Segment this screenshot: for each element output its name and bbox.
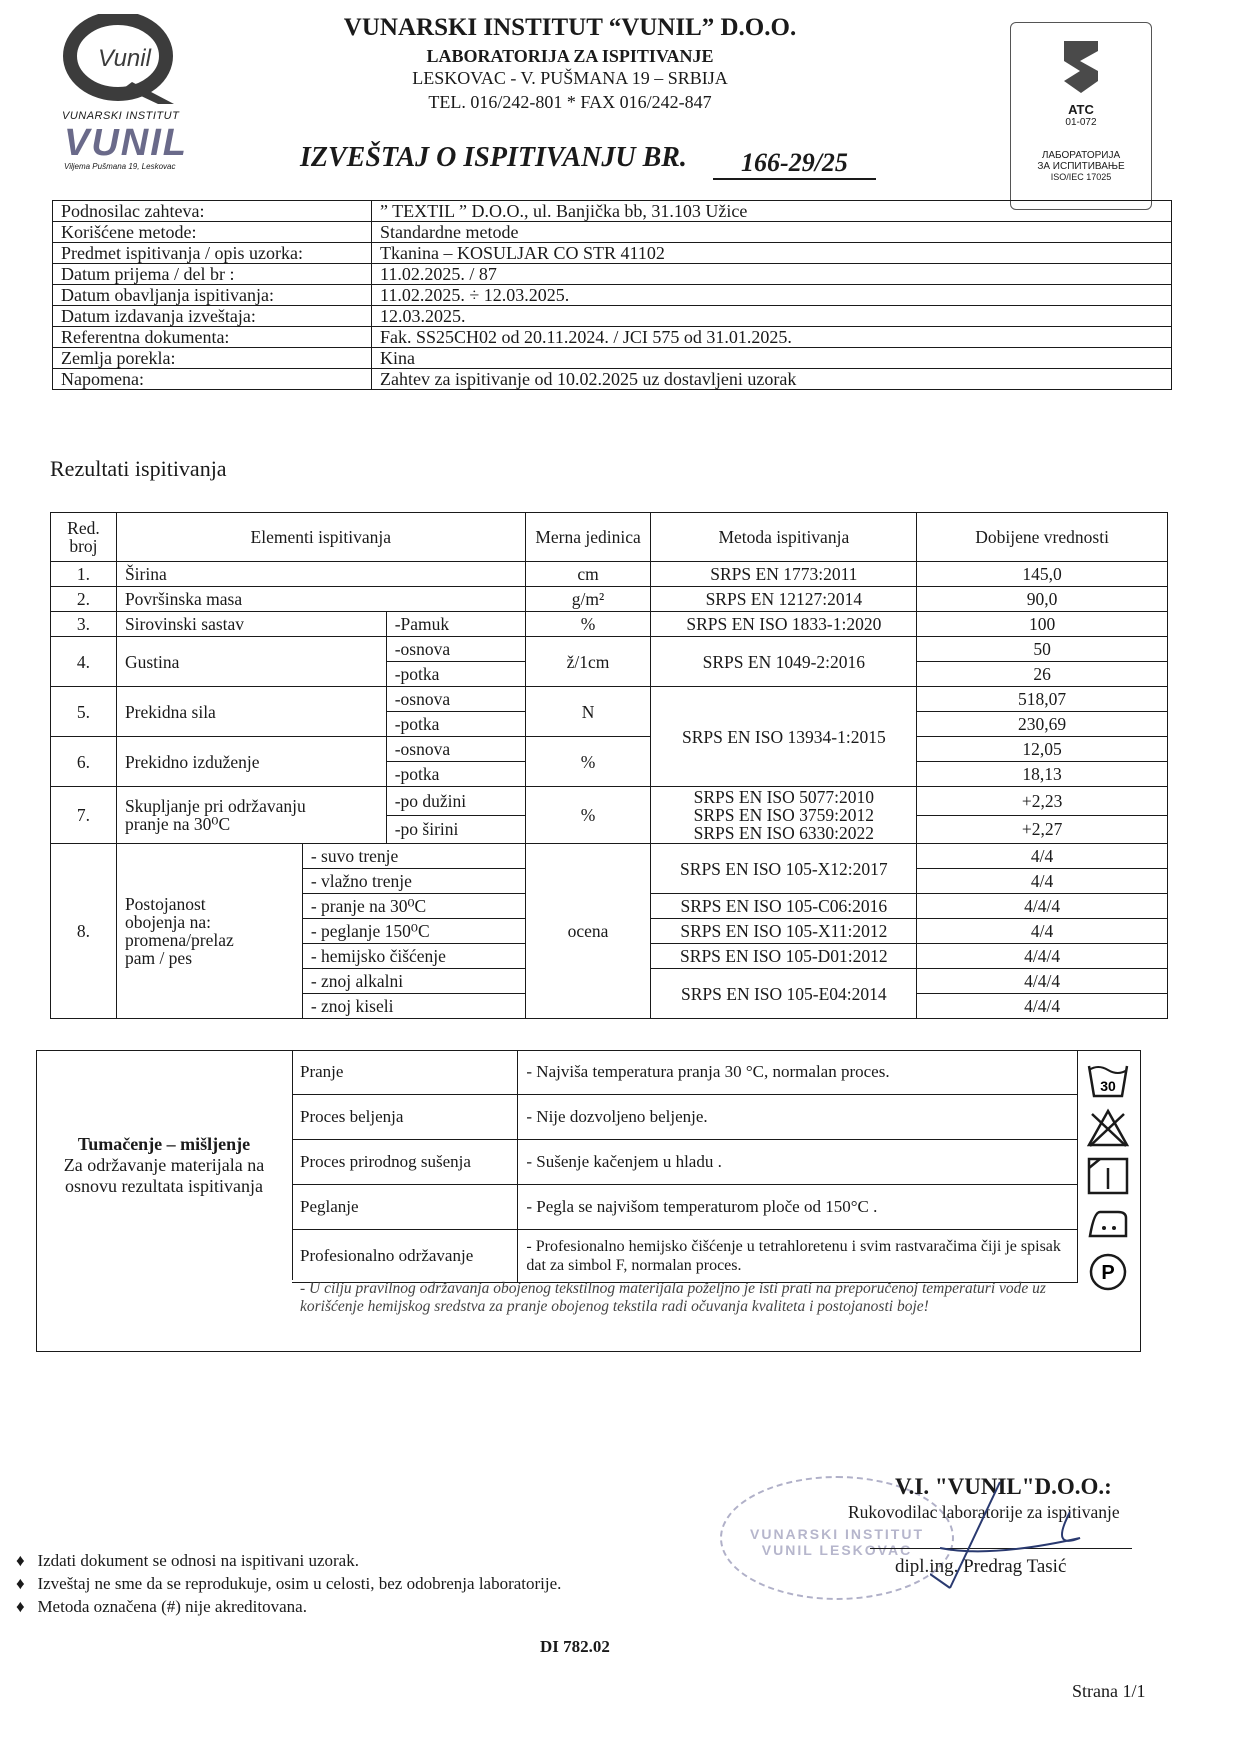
info-value: 12.03.2025. bbox=[372, 306, 1172, 327]
care-instructions-table bbox=[292, 1050, 1078, 1283]
sub-element: - suvo trenje bbox=[302, 844, 525, 869]
method-cell: SRPS EN ISO 13934-1:2015 bbox=[651, 687, 917, 787]
sub-element: -osnova bbox=[386, 737, 525, 762]
wash-30-icon bbox=[1086, 1060, 1130, 1100]
value-cell: 4/4 bbox=[917, 869, 1168, 894]
info-value: Kina bbox=[372, 348, 1172, 369]
info-label: Podnosilac zahteva: bbox=[53, 201, 372, 222]
signature-role: Rukovodilac laboratorije za ispitivanje bbox=[848, 1502, 1120, 1522]
header-unit: Merna jedinica bbox=[525, 513, 651, 562]
unit-cell: % bbox=[525, 612, 651, 637]
institute-logo bbox=[62, 14, 182, 106]
unit-cell: g/m² bbox=[525, 587, 651, 612]
svg-text:30: 30 bbox=[1100, 1078, 1116, 1094]
row-number: 6. bbox=[51, 737, 117, 787]
bullet-icon: ♦ bbox=[16, 1551, 25, 1570]
logo-subtitle: VUNARSKI INSTITUT bbox=[62, 110, 180, 122]
info-label: Zemlja porekla: bbox=[53, 348, 372, 369]
value-cell: 4/4/4 bbox=[917, 969, 1168, 994]
header-value: Dobijene vrednosti bbox=[917, 513, 1168, 562]
info-row bbox=[53, 327, 1172, 348]
sub-element: -osnova bbox=[386, 687, 525, 712]
element-label-line: obojenja na: bbox=[124, 912, 211, 932]
method-line: SRPS EN ISO 5077:2010 bbox=[693, 787, 875, 807]
care-text: - Profesionalno hemijsko čišćenje u tetrahloretenu i svim rastvaračima čiji je spisak dat za simbol F, normalan proces. bbox=[518, 1230, 1078, 1283]
value-cell: 26 bbox=[917, 662, 1168, 687]
care-label: Proces beljenja bbox=[292, 1095, 518, 1140]
method-cell: SRPS EN ISO 105-C06:2016 bbox=[651, 894, 917, 919]
unit-cell: ocena bbox=[525, 844, 651, 1019]
care-row bbox=[292, 1050, 1078, 1095]
header-element: Elementi ispitivanja bbox=[116, 513, 525, 562]
element-label-line: promena/prelaz bbox=[124, 930, 234, 950]
info-row bbox=[53, 222, 1172, 243]
report-title: IZVEŠTAJ O ISPITIVANJU BR. bbox=[300, 142, 687, 173]
table-row bbox=[51, 587, 1168, 612]
table-row bbox=[51, 737, 1168, 762]
signature-name: dipl.ing. Predrag Tasić bbox=[895, 1556, 1067, 1577]
info-row bbox=[53, 348, 1172, 369]
method-cell: SRPS EN ISO 105-X12:2017 bbox=[651, 844, 917, 894]
header-no: Red. broj bbox=[51, 513, 117, 562]
element-label-line: pranje na 30⁰C bbox=[124, 814, 231, 834]
sub-element: - vlažno trenje bbox=[302, 869, 525, 894]
care-label: Peglanje bbox=[292, 1185, 518, 1230]
info-value: Standardne metode bbox=[372, 222, 1172, 243]
sub-element: - peglanje 150⁰C bbox=[302, 919, 525, 944]
table-row bbox=[51, 637, 1168, 662]
footer-note-text: Metoda označena (#) nije akreditovana. bbox=[37, 1597, 307, 1616]
page-number: Strana 1/1 bbox=[1072, 1681, 1146, 1701]
method-cell: SRPS EN ISO 1833-1:2020 bbox=[651, 612, 917, 637]
info-label: Datum prijema / del br : bbox=[53, 264, 372, 285]
sub-element: -po širini bbox=[386, 815, 525, 844]
info-row bbox=[53, 264, 1172, 285]
value-cell: 518,07 bbox=[917, 687, 1168, 712]
method-cell: SRPS EN 1049-2:2016 bbox=[651, 637, 917, 687]
signature-company: V.I. "VUNIL"D.O.O.: bbox=[895, 1474, 1112, 1499]
footer-note bbox=[16, 1574, 561, 1594]
row-number: 5. bbox=[51, 687, 117, 737]
value-cell: 4/4/4 bbox=[917, 994, 1168, 1019]
value-cell: 18,13 bbox=[917, 762, 1168, 787]
info-label: Referentna dokumenta: bbox=[53, 327, 372, 348]
element-label: Sirovinski sastav bbox=[116, 612, 386, 637]
value-cell: +2,23 bbox=[917, 787, 1168, 816]
care-label: Proces prirodnog sušenja bbox=[292, 1140, 518, 1185]
interpretation-heading-cell bbox=[36, 1050, 293, 1280]
row-number: 7. bbox=[51, 787, 117, 844]
table-row bbox=[51, 687, 1168, 712]
sub-element: - znoj kiseli bbox=[302, 994, 525, 1019]
no-bleach-icon bbox=[1086, 1108, 1130, 1148]
interpretation-title: Tumačenje – mišljenje bbox=[77, 1134, 251, 1154]
info-row bbox=[53, 306, 1172, 327]
unit-cell: % bbox=[525, 737, 651, 787]
bullet-icon: ♦ bbox=[16, 1597, 25, 1616]
bullet-icon: ♦ bbox=[16, 1574, 25, 1593]
value-cell: 4/4 bbox=[917, 844, 1168, 869]
value-cell: 145,0 bbox=[917, 562, 1168, 587]
logo-wordmark: VUNIL bbox=[64, 122, 188, 164]
unit-cell: % bbox=[525, 787, 651, 844]
laboratory-contact: TEL. 016/242-801 * FAX 016/242-847 bbox=[428, 92, 712, 112]
info-label: Datum izdavanja izveštaja: bbox=[53, 306, 372, 327]
unit-cell: ž/1cm bbox=[525, 637, 651, 687]
handwritten-signature bbox=[930, 1478, 1090, 1598]
sub-element: -potka bbox=[386, 762, 525, 787]
atc-lab-line2: ЗА ИСПИТИВАЊЕ bbox=[1037, 161, 1125, 172]
value-cell: 4/4/4 bbox=[917, 944, 1168, 969]
sub-element: -potka bbox=[386, 712, 525, 737]
element-label: Gustina bbox=[116, 637, 386, 687]
iron-medium-icon bbox=[1086, 1204, 1130, 1244]
footer-note-text: Izveštaj ne sme da se reprodukuje, osim u celosti, bez odobrenja laboratorije. bbox=[37, 1574, 562, 1593]
info-row bbox=[53, 243, 1172, 264]
sub-element: -po dužini bbox=[386, 787, 525, 816]
table-row bbox=[51, 562, 1168, 587]
sub-element: -Pamuk bbox=[386, 612, 525, 637]
footer-note bbox=[16, 1551, 359, 1571]
results-table bbox=[50, 512, 1168, 1019]
method-line: SRPS EN ISO 6330:2022 bbox=[693, 823, 875, 843]
value-cell: 100 bbox=[917, 612, 1168, 637]
sub-element: -osnova bbox=[386, 637, 525, 662]
row-number: 2. bbox=[51, 587, 117, 612]
footer-note-text: Izdati dokument se odnosi na ispitivani uzorak. bbox=[37, 1551, 359, 1570]
stamp-text: VUNARSKI INSTITUT VUNIL LESKOVAC bbox=[750, 1526, 924, 1558]
method-cell bbox=[651, 787, 917, 844]
value-cell: 90,0 bbox=[917, 587, 1168, 612]
method-cell: SRPS EN ISO 105-D01:2012 bbox=[651, 944, 917, 969]
header-method: Metoda ispitivanja bbox=[651, 513, 917, 562]
element-label-line: pam / pes bbox=[124, 948, 193, 968]
info-label: Napomena: bbox=[53, 369, 372, 390]
care-row bbox=[292, 1185, 1078, 1230]
logo-q-icon bbox=[62, 14, 182, 106]
info-row bbox=[53, 369, 1172, 390]
value-cell: 230,69 bbox=[917, 712, 1168, 737]
results-section-title: Rezultati ispitivanja bbox=[50, 456, 227, 481]
logo-address: Viljema Pušmana 19, Leskovac bbox=[64, 162, 176, 171]
info-value: Fak. SS25CH02 od 20.11.2024. / JCI 575 od 31.01.2025. bbox=[372, 327, 1172, 348]
method-cell: SRPS EN ISO 105-X11:2012 bbox=[651, 919, 917, 944]
interpretation-subtitle: Za održavanje materijala na bbox=[63, 1155, 265, 1175]
care-row bbox=[292, 1230, 1078, 1283]
row-number: 1. bbox=[51, 562, 117, 587]
table-row bbox=[51, 844, 1168, 869]
element-label: Površinska masa bbox=[116, 587, 525, 612]
institute-name: VUNARSKI INSTITUT “VUNIL” D.O.O. bbox=[343, 14, 797, 41]
value-cell: 4/4/4 bbox=[917, 894, 1168, 919]
method-cell: SRPS EN 1773:2011 bbox=[651, 562, 917, 587]
info-row bbox=[53, 201, 1172, 222]
care-row bbox=[292, 1095, 1078, 1140]
accreditation-badge bbox=[1010, 22, 1152, 210]
value-cell: 50 bbox=[917, 637, 1168, 662]
element-label: Prekidno izduženje bbox=[116, 737, 386, 787]
info-value: Zahtev za ispitivanje od 10.02.2025 uz dostavljeni uzorak bbox=[372, 369, 1172, 390]
sub-element: - pranje na 30⁰C bbox=[302, 894, 525, 919]
method-cell: SRPS EN ISO 105-E04:2014 bbox=[651, 969, 917, 1019]
sub-element: -potka bbox=[386, 662, 525, 687]
element-label: Širina bbox=[116, 562, 525, 587]
method-line: SRPS EN ISO 3759:2012 bbox=[693, 805, 875, 825]
method-cell: SRPS EN 12127:2014 bbox=[651, 587, 917, 612]
unit-cell: cm bbox=[525, 562, 651, 587]
care-text: - Sušenje kačenjem u hladu . bbox=[518, 1140, 1078, 1185]
care-text: - Najviša temperatura pranja 30 °C, normalan proces. bbox=[518, 1050, 1078, 1095]
atc-title: ATC bbox=[1068, 102, 1094, 117]
info-row bbox=[53, 285, 1172, 306]
info-label: Korišćene metode: bbox=[53, 222, 372, 243]
info-label: Datum obavljanja ispitivanja: bbox=[53, 285, 372, 306]
value-cell: +2,27 bbox=[917, 815, 1168, 844]
care-text: - Nije dozvoljeno beljenje. bbox=[518, 1095, 1078, 1140]
unit-cell: N bbox=[525, 687, 651, 737]
interpretation-note: - U cilju pravilnog održavanja obojenog tekstilnog materijala poželjno je isti prati na preporučenoj temperaturi vode uz korišćenje hemijskog sredstva za pranje obojenog tekstila radi očuvanja kvaliteta i postojanosti boje! bbox=[300, 1280, 1046, 1315]
request-info-table bbox=[52, 200, 1172, 390]
results-header-row bbox=[51, 513, 1168, 562]
care-symbols bbox=[1086, 1060, 1130, 1300]
care-label: Pranje bbox=[292, 1050, 518, 1095]
info-value: 11.02.2025. / 87 bbox=[372, 264, 1172, 285]
svg-text:Vunil: Vunil bbox=[98, 45, 151, 72]
value-cell: 12,05 bbox=[917, 737, 1168, 762]
table-row bbox=[51, 787, 1168, 816]
report-number: 166-29/25 bbox=[713, 148, 876, 180]
element-label bbox=[116, 844, 302, 1019]
row-number: 4. bbox=[51, 637, 117, 687]
atc-lab-line1: ЛАБОРАТОРИЈА bbox=[1041, 150, 1121, 161]
element-label-line: Postojanost bbox=[124, 894, 206, 914]
laboratory-name: LABORATORIJA ZA ISPITIVANJE bbox=[426, 46, 714, 66]
row-number: 3. bbox=[51, 612, 117, 637]
care-text: - Pegla se najvišom temperaturom ploče od 150°C . bbox=[518, 1185, 1078, 1230]
atc-code: 01-072 bbox=[1065, 117, 1097, 128]
element-label-line: Skupljanje pri održavanju bbox=[124, 796, 306, 816]
line-dry-shade-icon bbox=[1086, 1156, 1130, 1196]
info-label: Predmet ispitivanja / opis uzorka: bbox=[53, 243, 372, 264]
row-number: 8. bbox=[51, 844, 117, 1019]
info-value: ” TEXTIL ” D.O.O., ul. Banjička bb, 31.103 Užice bbox=[372, 201, 1172, 222]
document-code: DI 782.02 bbox=[540, 1637, 610, 1656]
table-row bbox=[51, 612, 1168, 637]
element-label: Prekidna sila bbox=[116, 687, 386, 737]
accreditation-logo-icon bbox=[1056, 37, 1106, 97]
sub-element: - hemijsko čišćenje bbox=[302, 944, 525, 969]
interpretation-subtitle: osnovu rezultata ispitivanja bbox=[65, 1176, 263, 1196]
atc-iso: ISO/IEC 17025 bbox=[1050, 172, 1112, 182]
laboratory-address: LESKOVAC - V. PUŠMANA 19 – SRBIJA bbox=[412, 68, 728, 88]
value-cell: 4/4 bbox=[917, 919, 1168, 944]
sub-element: - znoj alkalni bbox=[302, 969, 525, 994]
footer-note bbox=[16, 1597, 307, 1617]
care-row bbox=[292, 1140, 1078, 1185]
svg-text:P: P bbox=[1101, 1262, 1115, 1284]
care-label: Profesionalno održavanje bbox=[292, 1230, 518, 1283]
info-value: 11.02.2025. ÷ 12.03.2025. bbox=[372, 285, 1172, 306]
element-label bbox=[116, 787, 386, 844]
info-value: Tkanina – KOSULJAR CO STR 41102 bbox=[372, 243, 1172, 264]
